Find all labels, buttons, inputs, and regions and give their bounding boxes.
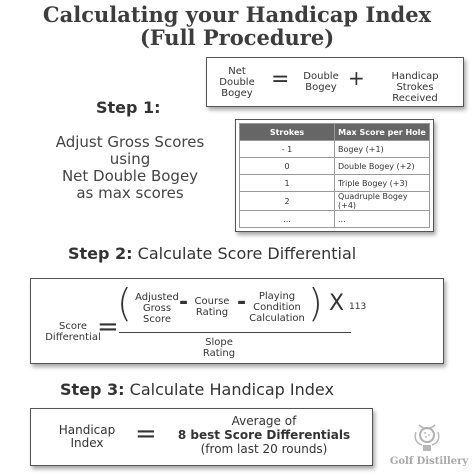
brand-name: Golf Distillery <box>389 456 469 467</box>
multiply-sign: X <box>329 291 345 316</box>
net-double-bogey-term: Net Double Bogey <box>219 66 255 99</box>
handicap-index-term: Handicap Index <box>58 423 116 450</box>
definition-line: Average of <box>231 414 297 428</box>
playing-condition-term: Playing Condition Calculation <box>249 291 305 324</box>
column-header: Max Score per Hole <box>335 124 430 141</box>
table-cell: Quadruple Bogey (+4) <box>335 192 430 211</box>
step1-line: Net Double Bogey <box>61 167 199 185</box>
table-row <box>240 192 430 211</box>
table-row <box>240 175 430 192</box>
fraction-bar <box>119 332 351 333</box>
plus-sign: + <box>348 66 365 90</box>
double-bogey-term: Double Bogey <box>303 71 339 93</box>
table-cell: 0 <box>240 158 335 175</box>
step2-heading <box>68 244 356 263</box>
score-differential-term: Score Differential <box>45 321 101 343</box>
table-header-row <box>240 124 430 141</box>
table-row <box>240 211 430 228</box>
step1-label: Step 1: <box>96 98 161 117</box>
equals-sign: = <box>135 419 157 449</box>
table-row <box>240 141 430 158</box>
table-cell: Bogey (+1) <box>335 141 430 158</box>
table-cell: - 1 <box>240 141 335 158</box>
step1-line: Adjust Gross Scores <box>55 133 205 151</box>
close-parenthesis: ) <box>308 281 323 325</box>
definition-line: (from last 20 rounds) <box>200 442 328 456</box>
step1-description <box>30 134 230 202</box>
step3-heading <box>60 380 334 399</box>
course-rating-term: Course Rating <box>194 296 230 318</box>
trophy-icon <box>410 422 444 454</box>
open-parenthesis: ( <box>117 281 132 325</box>
step2-label: Step 2: <box>68 244 133 263</box>
table-cell: Triple Bogey (+3) <box>335 175 430 192</box>
slope-rating-term: Slope Rating <box>202 337 236 359</box>
table-cell: 2 <box>240 192 335 211</box>
page-title: Calculating your Handicap Index <box>42 2 432 27</box>
step3-label: Step 3: <box>60 380 125 399</box>
minus-sign: - <box>237 290 247 315</box>
definition-line-bold: 8 best Score Differentials <box>177 428 351 442</box>
table-cell: Double Bogey (+2) <box>335 158 430 175</box>
step1-line: using <box>109 150 151 168</box>
strokes-table-container <box>235 119 434 232</box>
golf-distillery-logo <box>380 420 474 474</box>
minus-sign: - <box>179 290 189 315</box>
handicap-strokes-term: Handicap Strokes Received <box>391 71 439 104</box>
equals-sign: = <box>271 67 290 92</box>
table-cell: 1 <box>240 175 335 192</box>
table-cell: ... <box>335 211 430 228</box>
step2-text: Calculate Score Differential <box>137 244 357 263</box>
handicap-index-box <box>30 408 373 466</box>
multiplier-value: 113 <box>349 302 367 312</box>
score-differential-box <box>30 278 444 364</box>
step1-line: as max scores <box>76 184 184 202</box>
adjusted-gross-score-term: Adjusted Gross Score <box>135 292 179 325</box>
equals-sign: = <box>97 312 119 342</box>
step3-text: Calculate Handicap Index <box>129 380 334 399</box>
table-cell: ... <box>240 211 335 228</box>
table-row <box>240 158 430 175</box>
column-header: Strokes <box>240 124 335 141</box>
strokes-table <box>239 123 430 228</box>
page-subtitle: (Full Procedure) <box>139 25 335 50</box>
handicap-definition <box>171 414 357 456</box>
net-double-bogey-box <box>206 57 464 107</box>
